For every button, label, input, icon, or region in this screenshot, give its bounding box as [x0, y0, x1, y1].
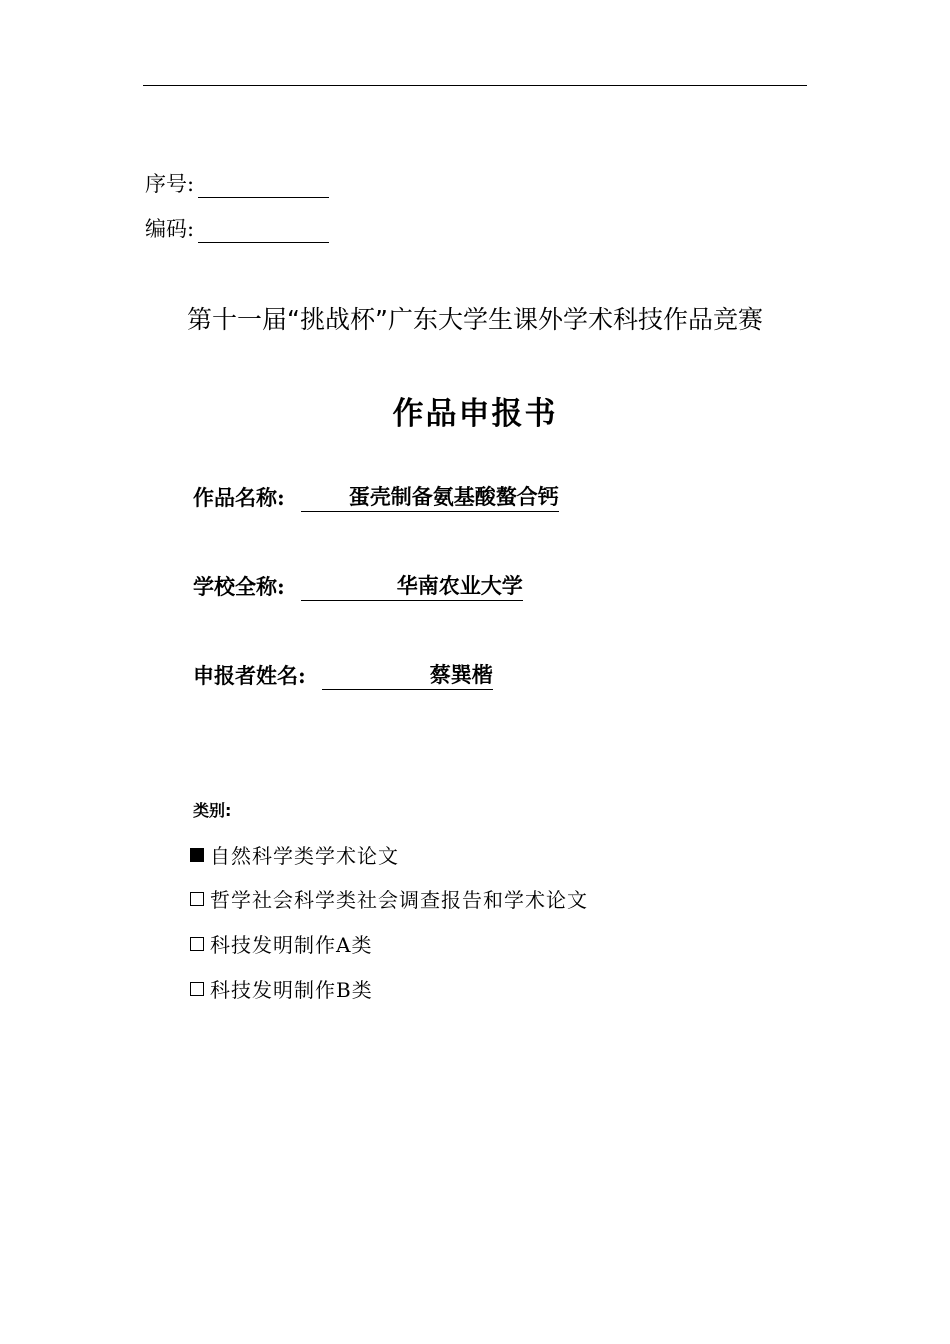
checkbox-empty-icon — [190, 892, 204, 906]
category-item-text: 哲学社会科学类社会调查报告和学术论文 — [210, 888, 588, 912]
category-item-invention-a — [190, 929, 372, 958]
checkbox-empty-icon — [190, 982, 204, 996]
school-label: 学校全称: — [193, 574, 285, 599]
category-item-text: 自然科学类学术论文 — [210, 844, 399, 868]
work-name-value: 蛋壳制备氨基酸螯合钙 — [301, 481, 559, 512]
code-blank — [198, 222, 329, 243]
checkbox-empty-icon — [190, 937, 204, 951]
work-name-row — [193, 482, 559, 512]
category-item-text: 科技发明制作A类 — [210, 933, 373, 957]
category-item-invention-b — [190, 974, 373, 1003]
applicant-value: 蔡巽楷 — [322, 659, 493, 690]
serial-number-blank — [198, 177, 329, 198]
category-item-natural-science — [190, 840, 399, 869]
applicant-label: 申报者姓名: — [193, 663, 306, 688]
code-label: 编码: — [145, 217, 195, 241]
competition-title: 第十一届“挑战杯”广东大学生课外学术科技作品竞赛 — [187, 305, 763, 334]
serial-number-label: 序号: — [145, 172, 195, 196]
category-item-social-science — [190, 884, 588, 913]
category-label: 类别: — [193, 801, 232, 820]
document-title: 作品申报书 — [392, 396, 558, 432]
checkbox-checked-icon — [190, 848, 204, 862]
serial-number-row — [145, 168, 329, 198]
work-name-label: 作品名称: — [193, 485, 285, 510]
code-row — [145, 213, 329, 243]
school-value: 华南农业大学 — [301, 570, 523, 601]
header-rule — [143, 85, 807, 86]
category-item-text: 科技发明制作B类 — [210, 978, 373, 1002]
applicant-row — [193, 660, 493, 690]
school-row — [193, 571, 523, 601]
